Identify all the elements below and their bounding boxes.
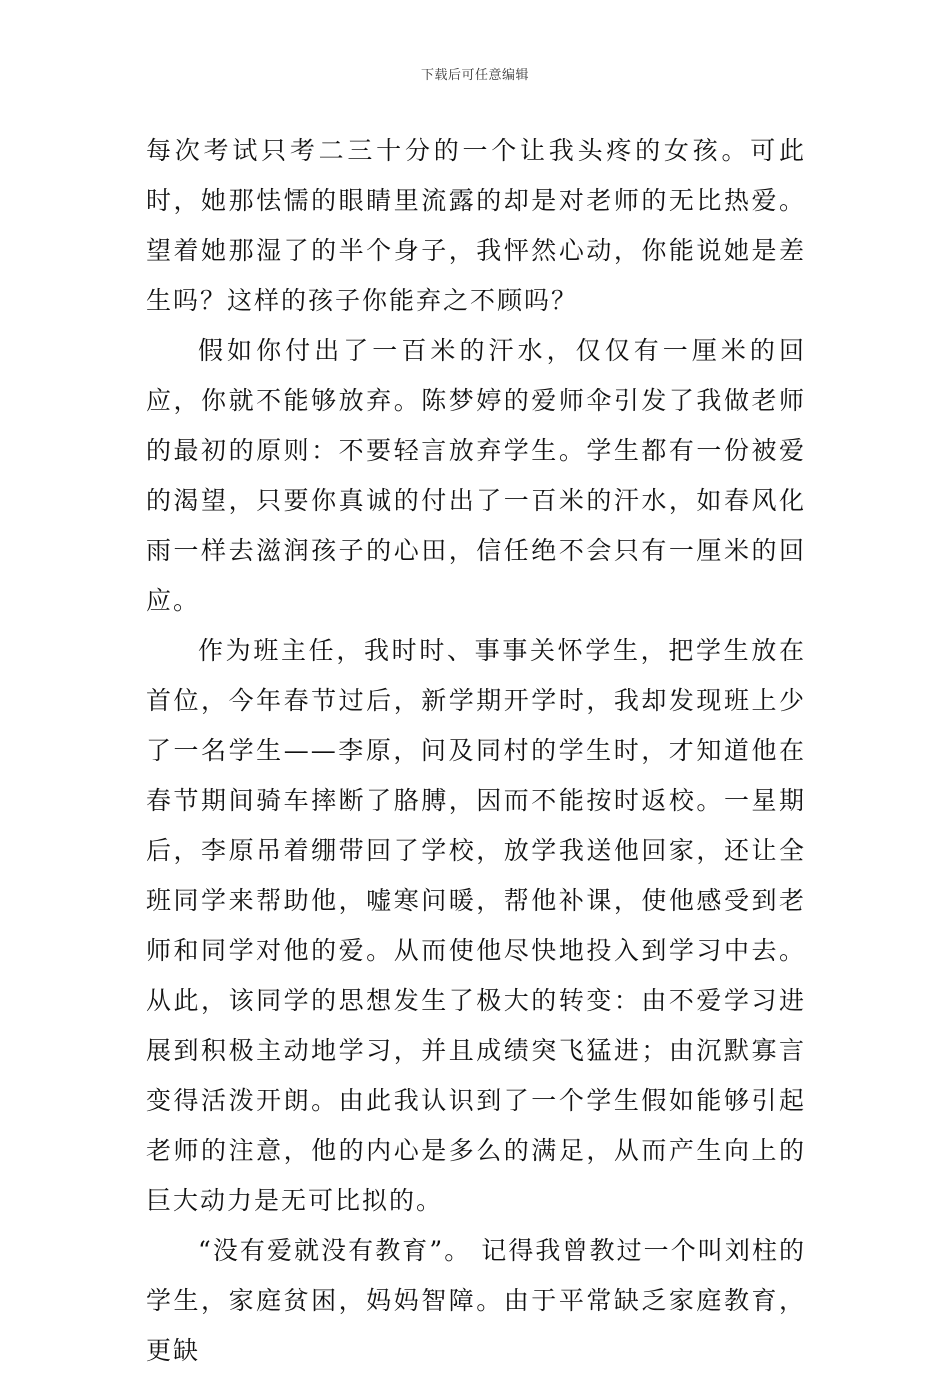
paragraph-4: “没有爱就没有教育”。 记得我曾教过一个叫刘柱的学生，家庭贫困，妈妈智障。由于平常缺乏家庭教育，更缺 bbox=[146, 1236, 806, 1365]
paragraph-3: 作为班主任，我时时、事事关怀学生，把学生放在首位，今年春节过后，新学期开学时，我却发现班上少了一名学生——李原，问及同村的学生时，才知道他在春节期间骑车摔断了胳膊，因而不能按时返校。一星期后，李原吊着绷带回了学校，放学我送他回家，还让全班同学来帮助他，嘘寒问暖，帮他补课，使他感受到老师和同学对他的爱。从而使他尽快地投入到学习中去。从此，该同学的思想发生了极大的转变：由不爱学习进展到积极主动地学习，并且成绩突飞猛进；由沉默寡言变得活泼开朗。由此我认识到了一个学生假如能够引起老师的注意，他的内心是多么的满足，从而产生向上的巨大动力是无可比拟的。 bbox=[146, 636, 806, 1215]
paragraph-2: 假如你付出了一百米的汗水，仅仅有一厘米的回应，你就不能够放弃。陈梦婷的爱师伞引发了我做老师的最初的原则：不要轻言放弃学生。学生都有一份被爱的渴望，只要你真诚的付出了一百米的汗水，如春风化雨一样去滋润孩子的心田，信任绝不会只有一厘米的回应。 bbox=[146, 336, 806, 615]
paragraph-1: 每次考试只考二三十分的一个让我头疼的女孩。可此时，她那怯懦的眼睛里流露的却是对老师的无比热爱。望着她那湿了的半个身子，我怦然心动，你能说她是差生吗？这样的孩子你能弃之不顾吗？ bbox=[146, 136, 806, 315]
document-body bbox=[146, 126, 806, 1376]
page-header: 下载后可任意编辑 bbox=[420, 68, 529, 83]
